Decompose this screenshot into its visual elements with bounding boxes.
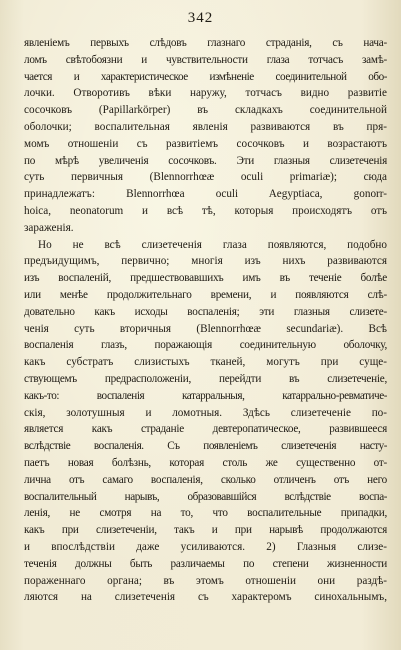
- text-line: суть первичныя (Blennorrhœæ oculi primariæ); сюда: [24, 171, 387, 184]
- page-number: 342: [187, 10, 214, 26]
- text-line: какъ субстратъ слизистыхъ тканей, могутъ при суще-: [24, 356, 387, 369]
- body-text: [24, 35, 387, 606]
- text-line: явленіемъ первыхъ слѣдовъ глазнаго страданія, съ нача-: [24, 37, 387, 49]
- text-line: воспаленія глазъ, поражающія соединительную оболочку,: [24, 339, 387, 352]
- text-line: изъ воспаленій, предшествовавшихъ имъ въ теченіе болѣе: [24, 272, 387, 285]
- text-line: предъидущимъ, первично; многія изъ нихъ развиваются: [24, 255, 387, 268]
- text-line: ломъ свѣтобоязни и чувствительности глаза тотчасъ замѣ-: [24, 53, 387, 66]
- text-line: пораженнаго органа; въ этомъ отношеніи они раздѣ-: [24, 574, 387, 587]
- text-line: hoica, neonatorum и всѣ тѣ, которыя происходятъ отъ: [24, 204, 387, 217]
- text-line: зараженія.: [24, 221, 74, 234]
- text-line: скія, золотушныя и ломотныя. Здѣсь слизетеченіе по-: [24, 406, 387, 419]
- text-line: воспалительный нарывъ, образовавшійся вслѣдствіе воспа-: [24, 490, 387, 503]
- text-line: довательно какъ исходы воспаленія; эти глазныя слизете-: [24, 305, 387, 318]
- text-line: оболочки; воспалительная явленія развиваются въ пря-: [24, 120, 387, 133]
- text-line: лична отъ самаго воспаленія, сколько отличенъ отъ него: [24, 473, 387, 486]
- text-line: ленія, не смотря на то, что воспалительные припадки,: [24, 507, 387, 520]
- text-line: принадлежатъ: Blennorrhœa oculi Aegyptiaca, gonorr-: [24, 188, 387, 201]
- text-line: ляются на слизетеченія съ характеромъ синохальнымъ,: [24, 591, 387, 604]
- text-line: по мѣрѣ увеличенія сосочковъ. Эти глазныя слизетеченія: [24, 154, 387, 167]
- text-line: лочки. Отворотивъ вѣки наружу, тотчасъ видно развитіе: [24, 87, 387, 100]
- text-line: или менѣе продолжительнаго времени, и появляются слѣ-: [24, 288, 387, 301]
- text-line: чается и характеристическое измѣненіе соединительной обо-: [24, 70, 387, 83]
- text-line: какъ-то: воспаленія катарральныя, катаррально-ревматиче-: [24, 389, 387, 402]
- text-line: и впослѣдствіи даже усиливаются. 2) Глазныя слизе-: [24, 540, 387, 553]
- text-line: ченія суть вторичныя (Blennorrhœæ secundariæ). Всѣ: [24, 322, 387, 335]
- text-line: какъ при слизетеченіи, такъ и при нарывѣ продолжаются: [24, 524, 387, 537]
- text-line: теченія должны быть различаемы по степени жизненности: [24, 557, 387, 570]
- text-line: Но не всѣ слизетеченія глаза появляются, подобно: [38, 238, 387, 251]
- text-line: ствующемъ предрасположеніи, перейдти въ слизетеченіе,: [24, 372, 387, 385]
- text-line: момъ отношеніи съ развитіемъ сосочковъ и возрастаютъ: [24, 137, 387, 150]
- text-line: сосочковъ (Papillarkörper) въ складкахъ соединительной: [24, 104, 387, 117]
- text-line: является какъ страданіе девтеропатическое, развившееся: [24, 423, 387, 436]
- text-line: паетъ новая болѣзнь, которая столь же существенно от-: [24, 456, 387, 469]
- text-line: вслѣдствіе воспаленія. Съ появленіемъ слизетеченія насту-: [24, 440, 387, 453]
